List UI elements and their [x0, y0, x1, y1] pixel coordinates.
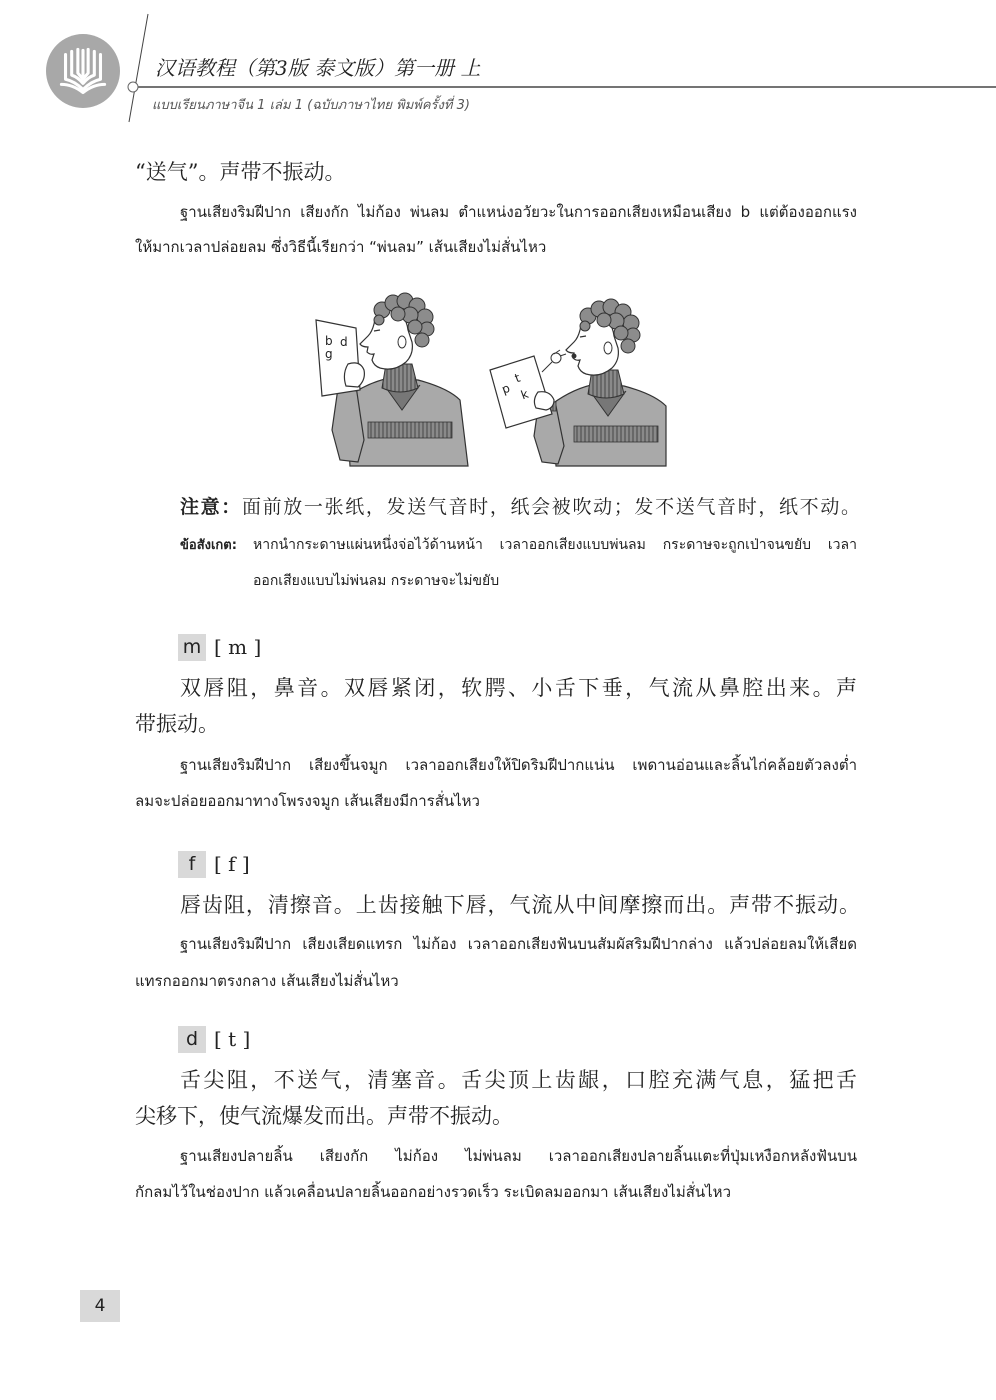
left-paper-letter-3: g [325, 347, 333, 361]
section-f-letter: f [178, 851, 206, 878]
section-m-ipa: [ m ] [214, 635, 262, 659]
boy-left [316, 293, 468, 466]
header-diagonal-rule [129, 14, 148, 122]
section-d-zh-line-1: 舌尖阻，不送气，清塞音。舌尖顶上齿龈，口腔充满气息，猛把舌 [180, 1068, 857, 1092]
note-zh [180, 495, 860, 519]
section-d-ipa: [ t ] [214, 1027, 251, 1051]
left-paper-letter-2: d [340, 335, 348, 349]
air-puff-icon [542, 350, 566, 372]
intro-zh-line-1: “送气”。声带不振动。 [135, 160, 346, 184]
section-f-th-line-1: ฐานเสียงริมฝีปาก เสียงเสียดแทรก ไม่ก้อง เวลาออกเสียงฟันบนสัมผัสริมฝีปากล่าง แล้วปล่อยลมให้เสียด [180, 935, 857, 953]
note-th-line-1: หากนำกระดาษแผ่นหนึ่งจ่อไว้ด้านหน้า เวลาออกเสียงแบบพ่นลม กระดาษจะถูกเป่าจนขยับ เวลา [253, 537, 857, 553]
intro-th-line-1: ฐานเสียงริมฝีปาก เสียงกัก ไม่ก้อง พ่นลม ตำแหน่งอวัยวะในการออกเสียงเหมือนเสียง b แต่ต้องออกแรง [180, 203, 857, 221]
note-zh-text: 面前放一张纸，发送气音时，纸会被吹动；发不送气音时，纸不动。 [241, 496, 860, 518]
boy-right [490, 299, 666, 466]
note-th-label: ข้อสังเกต: [180, 538, 237, 553]
page-number: 4 [80, 1290, 120, 1322]
note-th-line-2: ออกเสียงแบบไม่พ่นลม กระดาษจะไม่ขยับ [253, 573, 500, 589]
section-d-th-line-2: กักลมไว้ในช่องปาก แล้วเคลื่อนปลายลิ้นออกอย่างรวดเร็ว ระเบิดลมออกมา เส้นเสียงไม่สั่นไหว [135, 1183, 731, 1201]
book-subtitle: แบบเรียนภาษาจีน 1 เล่ม 1 (ฉบับภาษาไทย พิมพ์ครั้งที่ 3) [152, 98, 470, 113]
intro-th-line-2: ให้มากเวลาปล่อยลม ซึ่งวิธีนี้เรียกว่า “พ่นลม” เส้นเสียงไม่สั่นไหว [135, 238, 547, 256]
book-logo-icon [46, 34, 120, 108]
right-paper-letter-1: p [499, 380, 512, 397]
note-zh-label: 注意： [180, 496, 242, 518]
book-title: 汉语教程（第3版 泰文版）第一册 上 [155, 56, 481, 80]
section-d-letter: d [178, 1026, 206, 1053]
section-m-zh-line-1: 双唇阻，鼻音。双唇紧闭，软腭、小舌下垂，气流从鼻腔出来。声 [180, 676, 857, 700]
header-rules [0, 0, 996, 130]
left-paper-letter-1: b [325, 334, 333, 348]
aspiration-illustration [310, 290, 670, 470]
section-m-letter: m [178, 634, 206, 661]
section-f-th-line-2: แทรกออกมาตรงกลาง เส้นเสียงไม่สั่นไหว [135, 972, 399, 990]
header-rule-dot [128, 82, 138, 92]
section-m-zh-line-2: 带振动。 [135, 712, 219, 736]
right-paper-letter-3: k [518, 386, 531, 403]
section-d-th-line-1: ฐานเสียงปลายลิ้น เสียงกัก ไม่ก้อง ไม่พ่นลม เวลาออกเสียงปลายลิ้นแตะที่ปุ่มเหงือกหลังฟันบน [180, 1147, 857, 1165]
section-m-th-line-1: ฐานเสียงริมฝีปาก เสียงขึ้นจมูก เวลาออกเสียงให้ปิดริมฝีปากแน่น เพดานอ่อนและลิ้นไก่คล้อยตัวลงต่ำ [180, 756, 857, 774]
section-m-th-line-2: ลมจะปล่อยออกมาทางโพรงจมูก เส้นเสียงมีการสั่นไหว [135, 792, 480, 810]
right-paper-letter-2: t [512, 370, 523, 386]
section-f-zh-line-1: 唇齿阻，清擦音。上齿接触下唇，气流从中间摩擦而出。声带不振动。 [180, 893, 860, 917]
section-d-zh-line-2: 尖移下，使气流爆发而出。声带不振动。 [135, 1104, 513, 1128]
section-f-ipa: [ f ] [214, 852, 250, 876]
